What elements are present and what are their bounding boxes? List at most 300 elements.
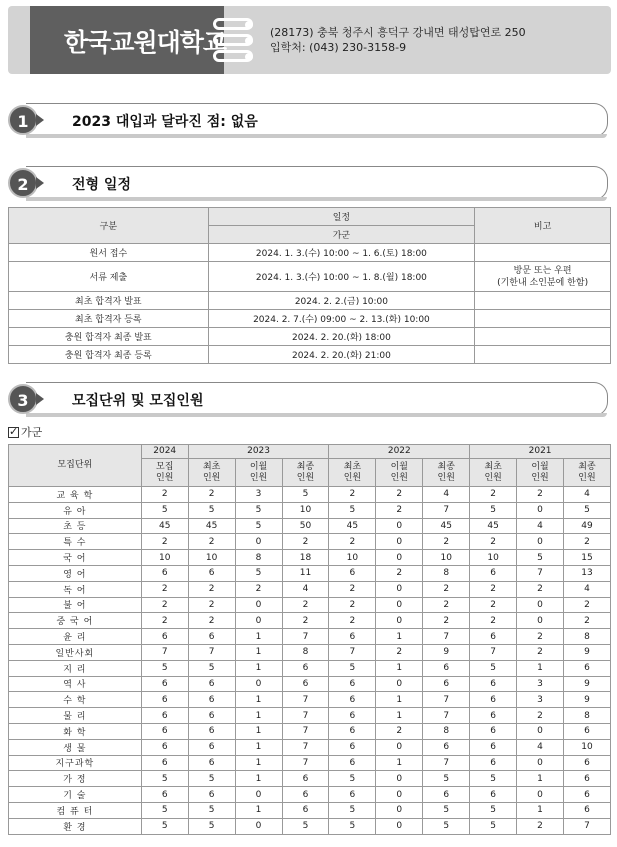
page-header: [8, 6, 611, 74]
quota-value: 4: [282, 581, 329, 597]
quota-value: 2: [517, 629, 564, 645]
quota-row: [9, 818, 611, 834]
quota-value: 7: [470, 644, 517, 660]
section-1-banner: [8, 103, 608, 137]
section-2-banner: [8, 166, 608, 200]
quota-value: 5: [470, 771, 517, 787]
quota-value: 0: [517, 723, 564, 739]
quota-value: 6: [141, 723, 188, 739]
quota-value: 10: [141, 550, 188, 566]
quota-value: 0: [376, 613, 423, 629]
quota-value: 8: [564, 708, 611, 724]
quota-value: 9: [564, 644, 611, 660]
quota-value: 7: [282, 629, 329, 645]
quota-value: 0: [235, 818, 282, 834]
quota-value: 1: [235, 723, 282, 739]
schedule-row: [9, 328, 611, 346]
schedule-row: [9, 346, 611, 364]
quota-value: 6: [282, 771, 329, 787]
quota-value: 6: [188, 676, 235, 692]
quota-value: 6: [141, 565, 188, 581]
quota-value: 7: [282, 755, 329, 771]
arrow-icon: [36, 114, 44, 126]
quota-value: 5: [329, 502, 376, 518]
quota-value: 6: [470, 708, 517, 724]
quota-value: 6: [564, 755, 611, 771]
quota-value: 7: [423, 708, 470, 724]
quota-value: 2: [329, 581, 376, 597]
quota-value: 8: [423, 565, 470, 581]
quota-value: 6: [329, 787, 376, 803]
quota-value: 7: [329, 644, 376, 660]
quota-value: 2: [329, 613, 376, 629]
quota-value: 5: [423, 771, 470, 787]
quota-value: 9: [564, 692, 611, 708]
quota-value: 0: [517, 755, 564, 771]
schedule-date: 2024. 1. 3.(수) 10:00 ~ 1. 8.(월) 18:00: [208, 262, 475, 292]
quota-row: [9, 739, 611, 755]
quota-value: 5: [141, 771, 188, 787]
arrow-icon: [36, 177, 44, 189]
quota-value: 2: [329, 597, 376, 613]
quota-value: 0: [376, 771, 423, 787]
quota-value: 1: [376, 755, 423, 771]
schedule-note: [475, 310, 611, 328]
quota-value: 6: [423, 739, 470, 755]
quota-value: 7: [282, 692, 329, 708]
quota-value: 2: [282, 613, 329, 629]
quota-value: 1: [376, 660, 423, 676]
quota-value: 7: [282, 739, 329, 755]
quota-value: 6: [329, 723, 376, 739]
quota-value: 6: [282, 787, 329, 803]
quota-value: 2: [470, 581, 517, 597]
unit-name: 역 사: [9, 676, 142, 692]
quota-value: 11: [282, 565, 329, 581]
university-name: 한국교원대학교: [64, 28, 227, 57]
header-recruit: 모집 인원: [141, 459, 188, 487]
quota-value: 2: [376, 723, 423, 739]
quota-value: 5: [188, 818, 235, 834]
quota-value: 8: [423, 723, 470, 739]
quota-row: [9, 597, 611, 613]
quota-value: 6: [564, 723, 611, 739]
header-year-2024: 2024: [141, 445, 188, 459]
quota-value: 5: [188, 802, 235, 818]
quota-value: 9: [564, 676, 611, 692]
quota-value: 6: [329, 755, 376, 771]
quota-value: 45: [423, 518, 470, 534]
quota-value: 2: [470, 487, 517, 503]
header-initial: 최초 인원: [188, 459, 235, 487]
quota-value: 6: [564, 660, 611, 676]
header-unit: 모집단위: [9, 445, 142, 487]
section-number: 2: [8, 168, 38, 198]
quota-row: [9, 708, 611, 724]
schedule-row: [9, 262, 611, 292]
quota-value: 6: [423, 787, 470, 803]
quota-value: 6: [423, 660, 470, 676]
quota-value: 2: [517, 487, 564, 503]
quota-value: 2: [188, 534, 235, 550]
schedule-label: 원서 접수: [9, 244, 209, 262]
quota-value: 5: [329, 818, 376, 834]
quota-value: 1: [235, 644, 282, 660]
quota-value: 5: [470, 802, 517, 818]
quota-value: 6: [141, 629, 188, 645]
unit-name: 영 어: [9, 565, 142, 581]
quota-value: 0: [235, 534, 282, 550]
quota-value: 0: [376, 518, 423, 534]
quota-value: 6: [564, 802, 611, 818]
section-title: 2023 대입과 달라진 점: 없음: [72, 114, 258, 130]
quota-value: 45: [329, 518, 376, 534]
quota-value: 2: [188, 487, 235, 503]
quota-row: [9, 613, 611, 629]
quota-value: 10: [470, 550, 517, 566]
quota-value: 0: [517, 787, 564, 803]
contact-info: [270, 25, 526, 55]
quota-value: 1: [235, 660, 282, 676]
unit-name: 국 어: [9, 550, 142, 566]
address: (28173) 충북 청주시 흥덕구 강내면 태성탑연로 250: [270, 26, 526, 39]
quota-value: 6: [188, 708, 235, 724]
quota-value: 6: [329, 739, 376, 755]
quota-value: 5: [329, 771, 376, 787]
quota-value: 7: [564, 818, 611, 834]
quota-value: 6: [470, 787, 517, 803]
unit-name: 특 수: [9, 534, 142, 550]
schedule-note: [475, 346, 611, 364]
unit-name: 불 어: [9, 597, 142, 613]
quota-value: 1: [235, 802, 282, 818]
quota-value: 2: [376, 487, 423, 503]
quota-value: 45: [470, 518, 517, 534]
quota-value: 6: [564, 771, 611, 787]
quota-value: 5: [470, 818, 517, 834]
quota-value: 2: [188, 597, 235, 613]
quota-value: 8: [235, 550, 282, 566]
quota-value: 2: [329, 487, 376, 503]
quota-value: 0: [235, 787, 282, 803]
quota-row: [9, 660, 611, 676]
quota-value: 2: [564, 613, 611, 629]
quota-value: 3: [517, 692, 564, 708]
quota-value: 6: [141, 755, 188, 771]
header-initial: 최초 인원: [470, 459, 517, 487]
quota-value: 10: [329, 550, 376, 566]
quota-value: 2: [329, 534, 376, 550]
quota-value: 2: [470, 534, 517, 550]
quota-value: 1: [235, 771, 282, 787]
quota-value: 6: [423, 676, 470, 692]
schedule-note: [475, 244, 611, 262]
header-sub: 가군: [208, 226, 475, 244]
quota-row: [9, 534, 611, 550]
quota-value: 6: [188, 755, 235, 771]
quota-value: 2: [141, 613, 188, 629]
schedule-row: [9, 292, 611, 310]
quota-value: 45: [188, 518, 235, 534]
checkbox-label: 가군: [21, 426, 43, 439]
quota-row: [9, 692, 611, 708]
schedule-date: 2024. 2. 7.(수) 09:00 ~ 2. 13.(화) 10:00: [208, 310, 475, 328]
unit-name: 지 리: [9, 660, 142, 676]
quota-value: 5: [329, 660, 376, 676]
quota-value: 5: [235, 565, 282, 581]
quota-value: 7: [423, 502, 470, 518]
unit-name: 중 국 어: [9, 613, 142, 629]
quota-value: 0: [376, 787, 423, 803]
quota-value: 2: [141, 534, 188, 550]
schedule-label: 충원 합격자 최종 등록: [9, 346, 209, 364]
unit-name: 윤 리: [9, 629, 142, 645]
quota-value: 8: [564, 629, 611, 645]
quota-value: 1: [235, 629, 282, 645]
quota-value: 18: [282, 550, 329, 566]
quota-value: 0: [235, 676, 282, 692]
quota-value: 1: [517, 771, 564, 787]
quota-value: 2: [376, 565, 423, 581]
quota-value: 0: [376, 802, 423, 818]
quota-value: 15: [564, 550, 611, 566]
unit-name: 교 육 학: [9, 487, 142, 503]
quota-value: 4: [564, 487, 611, 503]
header-carryover: 이월 인원: [517, 459, 564, 487]
quota-row: [9, 771, 611, 787]
unit-name: 환 경: [9, 818, 142, 834]
quota-value: 1: [235, 755, 282, 771]
quota-value: 6: [188, 787, 235, 803]
quota-value: 5: [141, 502, 188, 518]
quota-value: 6: [141, 787, 188, 803]
quota-value: 3: [517, 676, 564, 692]
quota-value: 5: [470, 660, 517, 676]
quota-value: 1: [376, 708, 423, 724]
quota-value: 2: [423, 613, 470, 629]
quota-value: 6: [470, 692, 517, 708]
quota-value: 2: [517, 644, 564, 660]
quota-value: 1: [235, 708, 282, 724]
quota-value: 8: [282, 644, 329, 660]
header-final: 최종 인원: [282, 459, 329, 487]
quota-row: [9, 550, 611, 566]
section-3-banner: [8, 382, 608, 416]
quota-value: 6: [141, 676, 188, 692]
quota-value: 10: [423, 550, 470, 566]
quota-value: 10: [282, 502, 329, 518]
quota-value: 2: [141, 487, 188, 503]
group-checkbox: [8, 424, 42, 440]
quota-value: 2: [517, 818, 564, 834]
quota-value: 1: [517, 660, 564, 676]
schedule-label: 충원 합격자 최종 발표: [9, 328, 209, 346]
schedule-date: 2024. 1. 3.(수) 10:00 ~ 1. 6.(토) 18:00: [208, 244, 475, 262]
header-note: 비고: [475, 208, 611, 244]
quota-value: 7: [282, 708, 329, 724]
unit-name: 가 정: [9, 771, 142, 787]
title-box: [30, 6, 227, 74]
unit-name: 초 등: [9, 518, 142, 534]
schedule-date: 2024. 2. 2.(금) 10:00: [208, 292, 475, 310]
quota-value: 0: [517, 613, 564, 629]
quota-value: 6: [282, 802, 329, 818]
quota-value: 2: [564, 597, 611, 613]
quota-value: 0: [376, 550, 423, 566]
quota-value: 7: [423, 755, 470, 771]
quota-value: 6: [329, 692, 376, 708]
quota-value: 0: [517, 534, 564, 550]
quota-row: [9, 644, 611, 660]
quota-value: 1: [376, 692, 423, 708]
quota-value: 1: [376, 629, 423, 645]
phone: 입학처: (043) 230-3158-9: [270, 41, 407, 54]
quota-value: 0: [235, 597, 282, 613]
arrow-icon: [36, 393, 44, 405]
quota-value: 5: [188, 660, 235, 676]
quota-value: 5: [329, 802, 376, 818]
section-number: 1: [8, 105, 38, 135]
header-final: 최종 인원: [423, 459, 470, 487]
unit-name: 수 학: [9, 692, 142, 708]
quota-value: 6: [282, 660, 329, 676]
quota-value: 49: [564, 518, 611, 534]
quota-value: 5: [423, 802, 470, 818]
quota-row: [9, 518, 611, 534]
section-number: 3: [8, 384, 38, 414]
quota-value: 7: [517, 565, 564, 581]
quota-value: 5: [141, 660, 188, 676]
quota-value: 0: [517, 502, 564, 518]
quota-value: 5: [235, 518, 282, 534]
schedule-date: 2024. 2. 20.(화) 21:00: [208, 346, 475, 364]
quota-value: 6: [188, 565, 235, 581]
quota-value: 0: [376, 581, 423, 597]
quota-value: 4: [517, 739, 564, 755]
unit-name: 유 아: [9, 502, 142, 518]
quota-value: 0: [376, 534, 423, 550]
quota-value: 2: [564, 534, 611, 550]
quota-value: 6: [329, 565, 376, 581]
quota-row: [9, 802, 611, 818]
schedule-label: 최초 합격자 등록: [9, 310, 209, 328]
quota-value: 50: [282, 518, 329, 534]
quota-value: 7: [423, 692, 470, 708]
unit-name: 일반사회: [9, 644, 142, 660]
quota-value: 5: [282, 818, 329, 834]
quota-value: 2: [470, 613, 517, 629]
quota-value: 5: [564, 502, 611, 518]
quota-value: 2: [470, 597, 517, 613]
unit-name: 화 학: [9, 723, 142, 739]
quota-value: 5: [188, 771, 235, 787]
header-year-2022: 2022: [329, 445, 470, 459]
quota-value: 6: [282, 676, 329, 692]
quota-value: 5: [188, 502, 235, 518]
quota-row: [9, 676, 611, 692]
quota-value: 5: [470, 502, 517, 518]
quota-value: 5: [235, 502, 282, 518]
quota-value: 5: [141, 802, 188, 818]
schedule-date: 2024. 2. 20.(화) 18:00: [208, 328, 475, 346]
quota-value: 0: [376, 818, 423, 834]
header-year-2021: 2021: [470, 445, 611, 459]
header-initial: 최초 인원: [329, 459, 376, 487]
quota-value: 6: [141, 708, 188, 724]
quota-value: 6: [470, 755, 517, 771]
quota-value: 6: [470, 629, 517, 645]
quota-row: [9, 755, 611, 771]
quota-value: 3: [235, 487, 282, 503]
quota-value: 6: [188, 629, 235, 645]
quota-value: 6: [329, 629, 376, 645]
quota-table: [8, 444, 611, 835]
quota-value: 0: [376, 597, 423, 613]
schedule-label: 서류 제출: [9, 262, 209, 292]
quota-row: [9, 487, 611, 503]
quota-value: 2: [423, 581, 470, 597]
quota-value: 6: [188, 692, 235, 708]
quota-row: [9, 787, 611, 803]
header-carryover: 이월 인원: [376, 459, 423, 487]
unit-name: 생 물: [9, 739, 142, 755]
quota-value: 9: [423, 644, 470, 660]
quota-value: 0: [376, 739, 423, 755]
quota-value: 2: [141, 581, 188, 597]
quota-value: 2: [423, 534, 470, 550]
quota-value: 6: [470, 676, 517, 692]
quota-value: 4: [423, 487, 470, 503]
quota-row: [9, 565, 611, 581]
schedule-note: [475, 328, 611, 346]
quota-value: 2: [376, 502, 423, 518]
quota-value: 5: [517, 550, 564, 566]
quota-value: 6: [470, 739, 517, 755]
quota-value: 2: [517, 581, 564, 597]
unit-name: 물 리: [9, 708, 142, 724]
quota-value: 0: [376, 676, 423, 692]
quota-value: 6: [141, 739, 188, 755]
quota-value: 6: [141, 692, 188, 708]
quota-value: 6: [329, 708, 376, 724]
schedule-row: [9, 244, 611, 262]
quota-value: 10: [188, 550, 235, 566]
quota-value: 6: [329, 676, 376, 692]
quota-value: 2: [188, 581, 235, 597]
unit-name: 독 어: [9, 581, 142, 597]
unit-name: 컴 퓨 터: [9, 802, 142, 818]
quota-value: 4: [517, 518, 564, 534]
unit-name: 기 술: [9, 787, 142, 803]
quota-value: 13: [564, 565, 611, 581]
quota-value: 6: [188, 723, 235, 739]
schedule-note: [475, 292, 611, 310]
quota-value: 45: [141, 518, 188, 534]
quota-value: 7: [423, 629, 470, 645]
header-category: 구분: [9, 208, 209, 244]
section-title: 모집단위 및 모집인원: [72, 393, 204, 409]
quota-value: 6: [470, 723, 517, 739]
quota-value: 5: [423, 818, 470, 834]
checkbox-checked-icon: [8, 427, 19, 438]
quota-value: 2: [517, 708, 564, 724]
quota-value: 1: [235, 739, 282, 755]
quota-value: 7: [282, 723, 329, 739]
quota-value: 2: [282, 597, 329, 613]
quota-value: 7: [141, 644, 188, 660]
quota-row: [9, 629, 611, 645]
quota-value: 5: [141, 818, 188, 834]
